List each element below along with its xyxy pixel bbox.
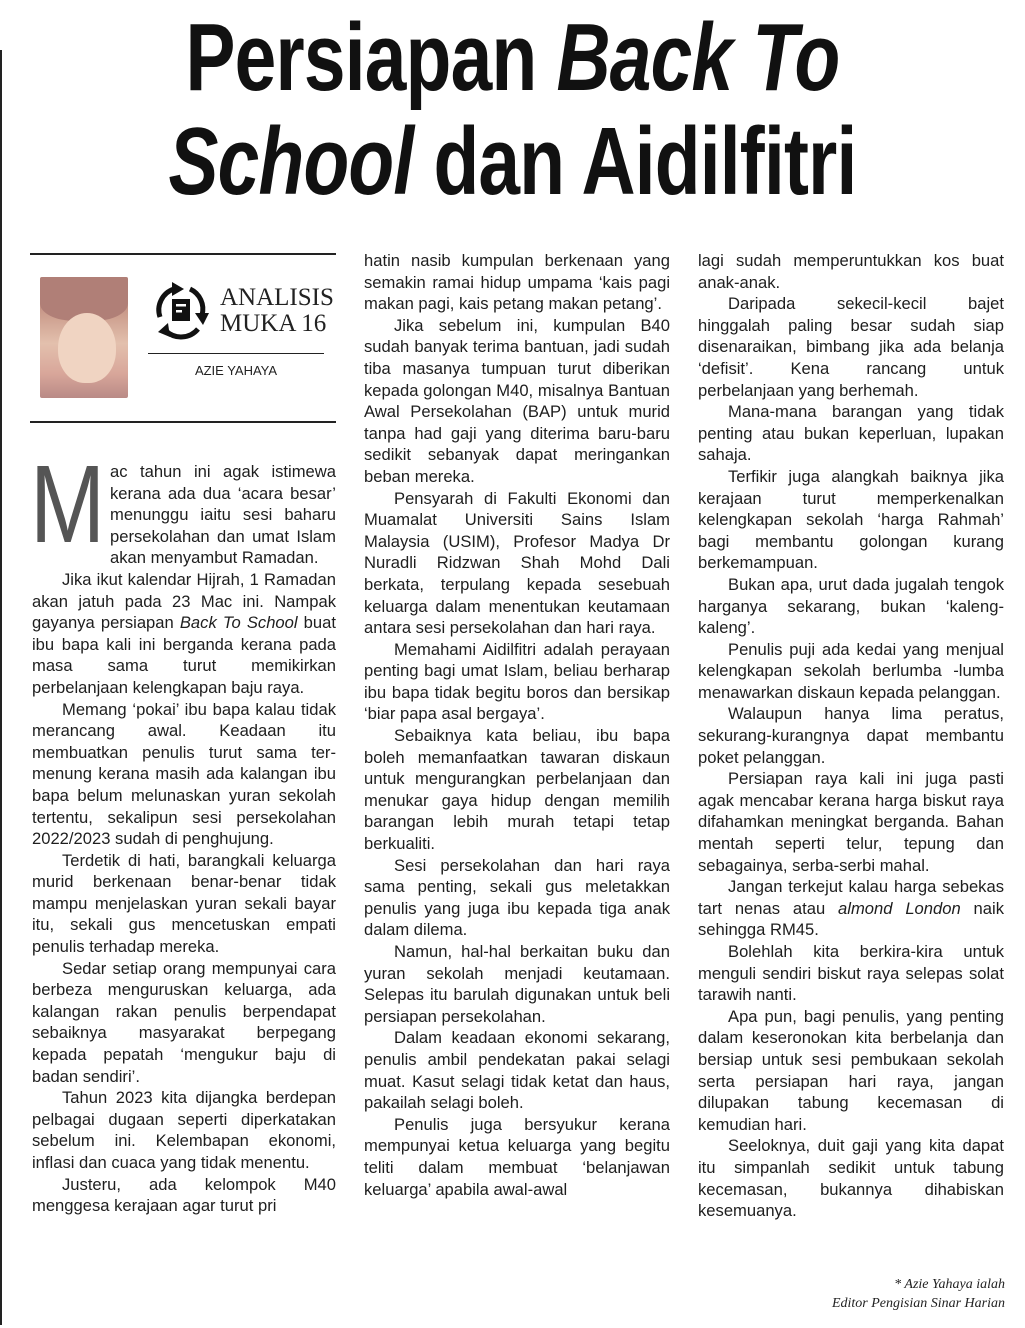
paragraph: Daripada sekecil-kecil bajet hinggalah paling besar sudah siap disenaraikan, bimbang jika ada belanja ‘defisit’. Kena rancang untuk perbelanjaan yang berhemah.	[698, 294, 1004, 400]
headline-line-1	[113, 4, 913, 111]
section-reference[interactable]	[220, 285, 334, 337]
headline-italic-text: School	[168, 108, 414, 215]
paragraph: Sebaiknya kata beliau, ibu bapa boleh memanfaatkan tawaran diskaun untuk mengurangkan perbelanjaan dan menukar gaya hidup dengan memilih barangan lebih murah tetapi tetap berkualiti.	[364, 726, 670, 854]
page-reference: MUKA 16	[220, 310, 327, 337]
paragraph: Penulis puji ada kedai yang menjual kelengkapan sekolah berlumba -lumba menawarkan diskaun kepada pelanggan.	[698, 639, 1004, 702]
paragraph: Persiapan raya kali ini juga pasti agak mencabar kerana harga biskut raya difahamkan meningkat berganda. Bahan mentah seperti telur, tepung dan sebagainya, serba-serbi mahal.	[698, 769, 1004, 875]
paragraph: Justeru, ada kelompok M40 menggesa kerajaan agar turut pri	[32, 1174, 336, 1216]
divider	[30, 253, 336, 255]
footnote-line: Editor Pengisian Sinar Harian	[831, 1296, 1005, 1311]
left-border-rule	[0, 50, 2, 1325]
byline-box	[30, 253, 336, 423]
paragraph: Jika ikut kalendar Hijrah, 1 Ramadan akan jatuh pada 23 Mac ini. Nampak gayanya persiapan Back To School buat ibu bapa kali ini berganda kerana pada masa sama turut memikirkan perbelanjaan kelengkapan baju raya.	[32, 569, 336, 697]
paragraph: Mana-mana barangan yang tidak penting atau bukan keperluan, lupakan sahaja.	[698, 402, 1004, 465]
document-cycle-icon	[148, 277, 214, 343]
section-label: ANALISIS	[220, 284, 334, 311]
article-column-2	[364, 250, 670, 1200]
paragraph: Tahun 2023 kita dijangka berdepan pelbagai dugaan seperti diperkatakan sebelum ini. Kelembapan ekonomi, inflasi dan cuaca yang tidak menentu.	[32, 1088, 336, 1172]
article-column-1	[30, 443, 336, 1217]
paragraph: Seeloknya, duit gaji yang kita dapat itu simpanlah sedikit untuk tabung kecemasan, bukannya dihabiskan kesemuanya.	[698, 1136, 1004, 1221]
footnote-line: * Azie Yahaya ialah	[894, 1277, 1005, 1292]
paragraph: Jangan terkejut kalau harga sebekas tart nenas atau almond London naik sehingga RM45.	[698, 877, 1004, 940]
headline-line-2	[113, 108, 913, 215]
author-photo	[40, 277, 128, 398]
paragraph: Namun, hal-hal berkaitan buku dan yuran sekolah menjadi keutamaan. Selepas itu barulah digunakan untuk beli persiapan persekolahan.	[364, 942, 670, 1026]
divider	[30, 421, 336, 423]
paragraph: Sesi persekolahan dan hari raya sama penting, sekali gus meletakkan penulis yang juga ibu kepada tiga anak dalam dilema.	[364, 855, 670, 940]
headline-text: dan Aidilfitri	[413, 108, 857, 215]
divider	[148, 353, 324, 354]
paragraph: Sedar setiap orang mempunyai cara berbeza menguruskan keluarga, ada kalangan rakan penulis berpendapat sebaiknya masyarakat berpegang kepada pepatah ‘mengukur baju di badan sendiri’.	[32, 958, 336, 1086]
paragraph: Penulis juga bersyukur kerana mempunyai ketua keluarga yang begitu teliti dalam membuat ‘belanjawan keluarga’ apabila awal-awal	[364, 1114, 670, 1199]
paragraph: Walaupun hanya lima peratus, sekurang-kurangnya dapat membantu poket pelanggan.	[698, 704, 1004, 767]
author-footnote	[832, 1275, 1005, 1313]
paragraph: Pensyarah di Fakulti Ekonomi dan Muamalat Universiti Sains Islam Malaysia (USIM), Profesor Madya Dr Nuradli Ridzwan Shah Mohd Dali berkata, terpulang kepada sesebuah keluarga dalam menentukan keutamaan antara sesi persekolahan dan hari raya.	[364, 488, 670, 638]
paragraph: Terdetik di hati, barangkali keluarga murid berkenaan benar-benar tidak mampu menjelaskan yuran sekali bayar itu, sekali gus mencetuskan empati penulis terhadap mereka.	[32, 850, 336, 957]
paragraph: hatin nasib kumpulan berkenaan yang semakin ramai hidup umpama ‘kais pagi makan pagi, kais petang makan petang’.	[364, 251, 670, 314]
author-name: AZIE YAHAYA	[194, 363, 278, 378]
paragraph: lagi sudah memperuntukkan kos buat anak-anak.	[698, 251, 1004, 292]
paragraph: Dalam keadaan ekonomi sekarang, penulis ambil pendekatan pakai selagi muat. Kasut selagi tidak ketat dan haus, pakailah selagi boleh.	[364, 1028, 670, 1113]
article-column-3	[698, 250, 1004, 1222]
paragraph: Mac tahun ini agak istimewa kerana ada dua ‘acara besar’ menunggu iaitu sesi baharu persekolahan dan umat Islam akan menyambut Ramadan.	[30, 443, 336, 568]
headline-text: Persiapan	[185, 4, 557, 111]
drop-cap: M	[30, 443, 106, 566]
paragraph: Jika sebelum ini, kumpulan B40 sudah banyak terima bantuan, jadi sudah tiba masanya tumpuan turut diberikan kepada golongan M40, misalnya Bantuan Awal Persekolahan (BAP) untuk murid tanpa had gaji yang diterima baru-baru sedikit sebanyak dapat meringankan beban mereka.	[364, 315, 670, 486]
paragraph: Memang ‘pokai’ ibu bapa kalau tidak merancang awal. Keadaan itu membuatkan penulis turut sama termenung kerana masih ada kalangan ibu bapa belum melunaskan yuran sekolah tertentu, sekalipun sesi persekolahan 2022/2023 sudah di penghujung.	[32, 699, 336, 849]
paragraph: Apa pun, bagi penulis, yang penting dalam keseronokan kita berbelanja dan bersiap untuk sesi pembukaan sekolah serta persiapan hari raya, jangan dilupakan tabung kecemasan di kemudian hari.	[698, 1006, 1004, 1134]
paragraph: Terfikir juga alangkah baiknya jika kerajaan turut memperkenalkan kelengkapan sekolah ‘harga Rahmah’ bagi membantu golongan kurang berkemampuan.	[698, 466, 1004, 573]
paragraph: Memahami Aidilfitri adalah perayaan penting bagi umat Islam, beliau berharap ibu bapa tidak begitu boros dan bersikap ‘biar papa asal bergaya’.	[364, 639, 670, 724]
headline-italic-text: Back To	[556, 4, 840, 111]
paragraph: Bukan apa, urut dada jugalah tengok harganya sekarang, bukan ‘kaleng-kaleng’.	[698, 574, 1004, 638]
paragraph: Bolehlah kita berkira-kira untuk menguli sendiri biskut raya selepas solat tarawih nanti.	[698, 942, 1004, 1005]
